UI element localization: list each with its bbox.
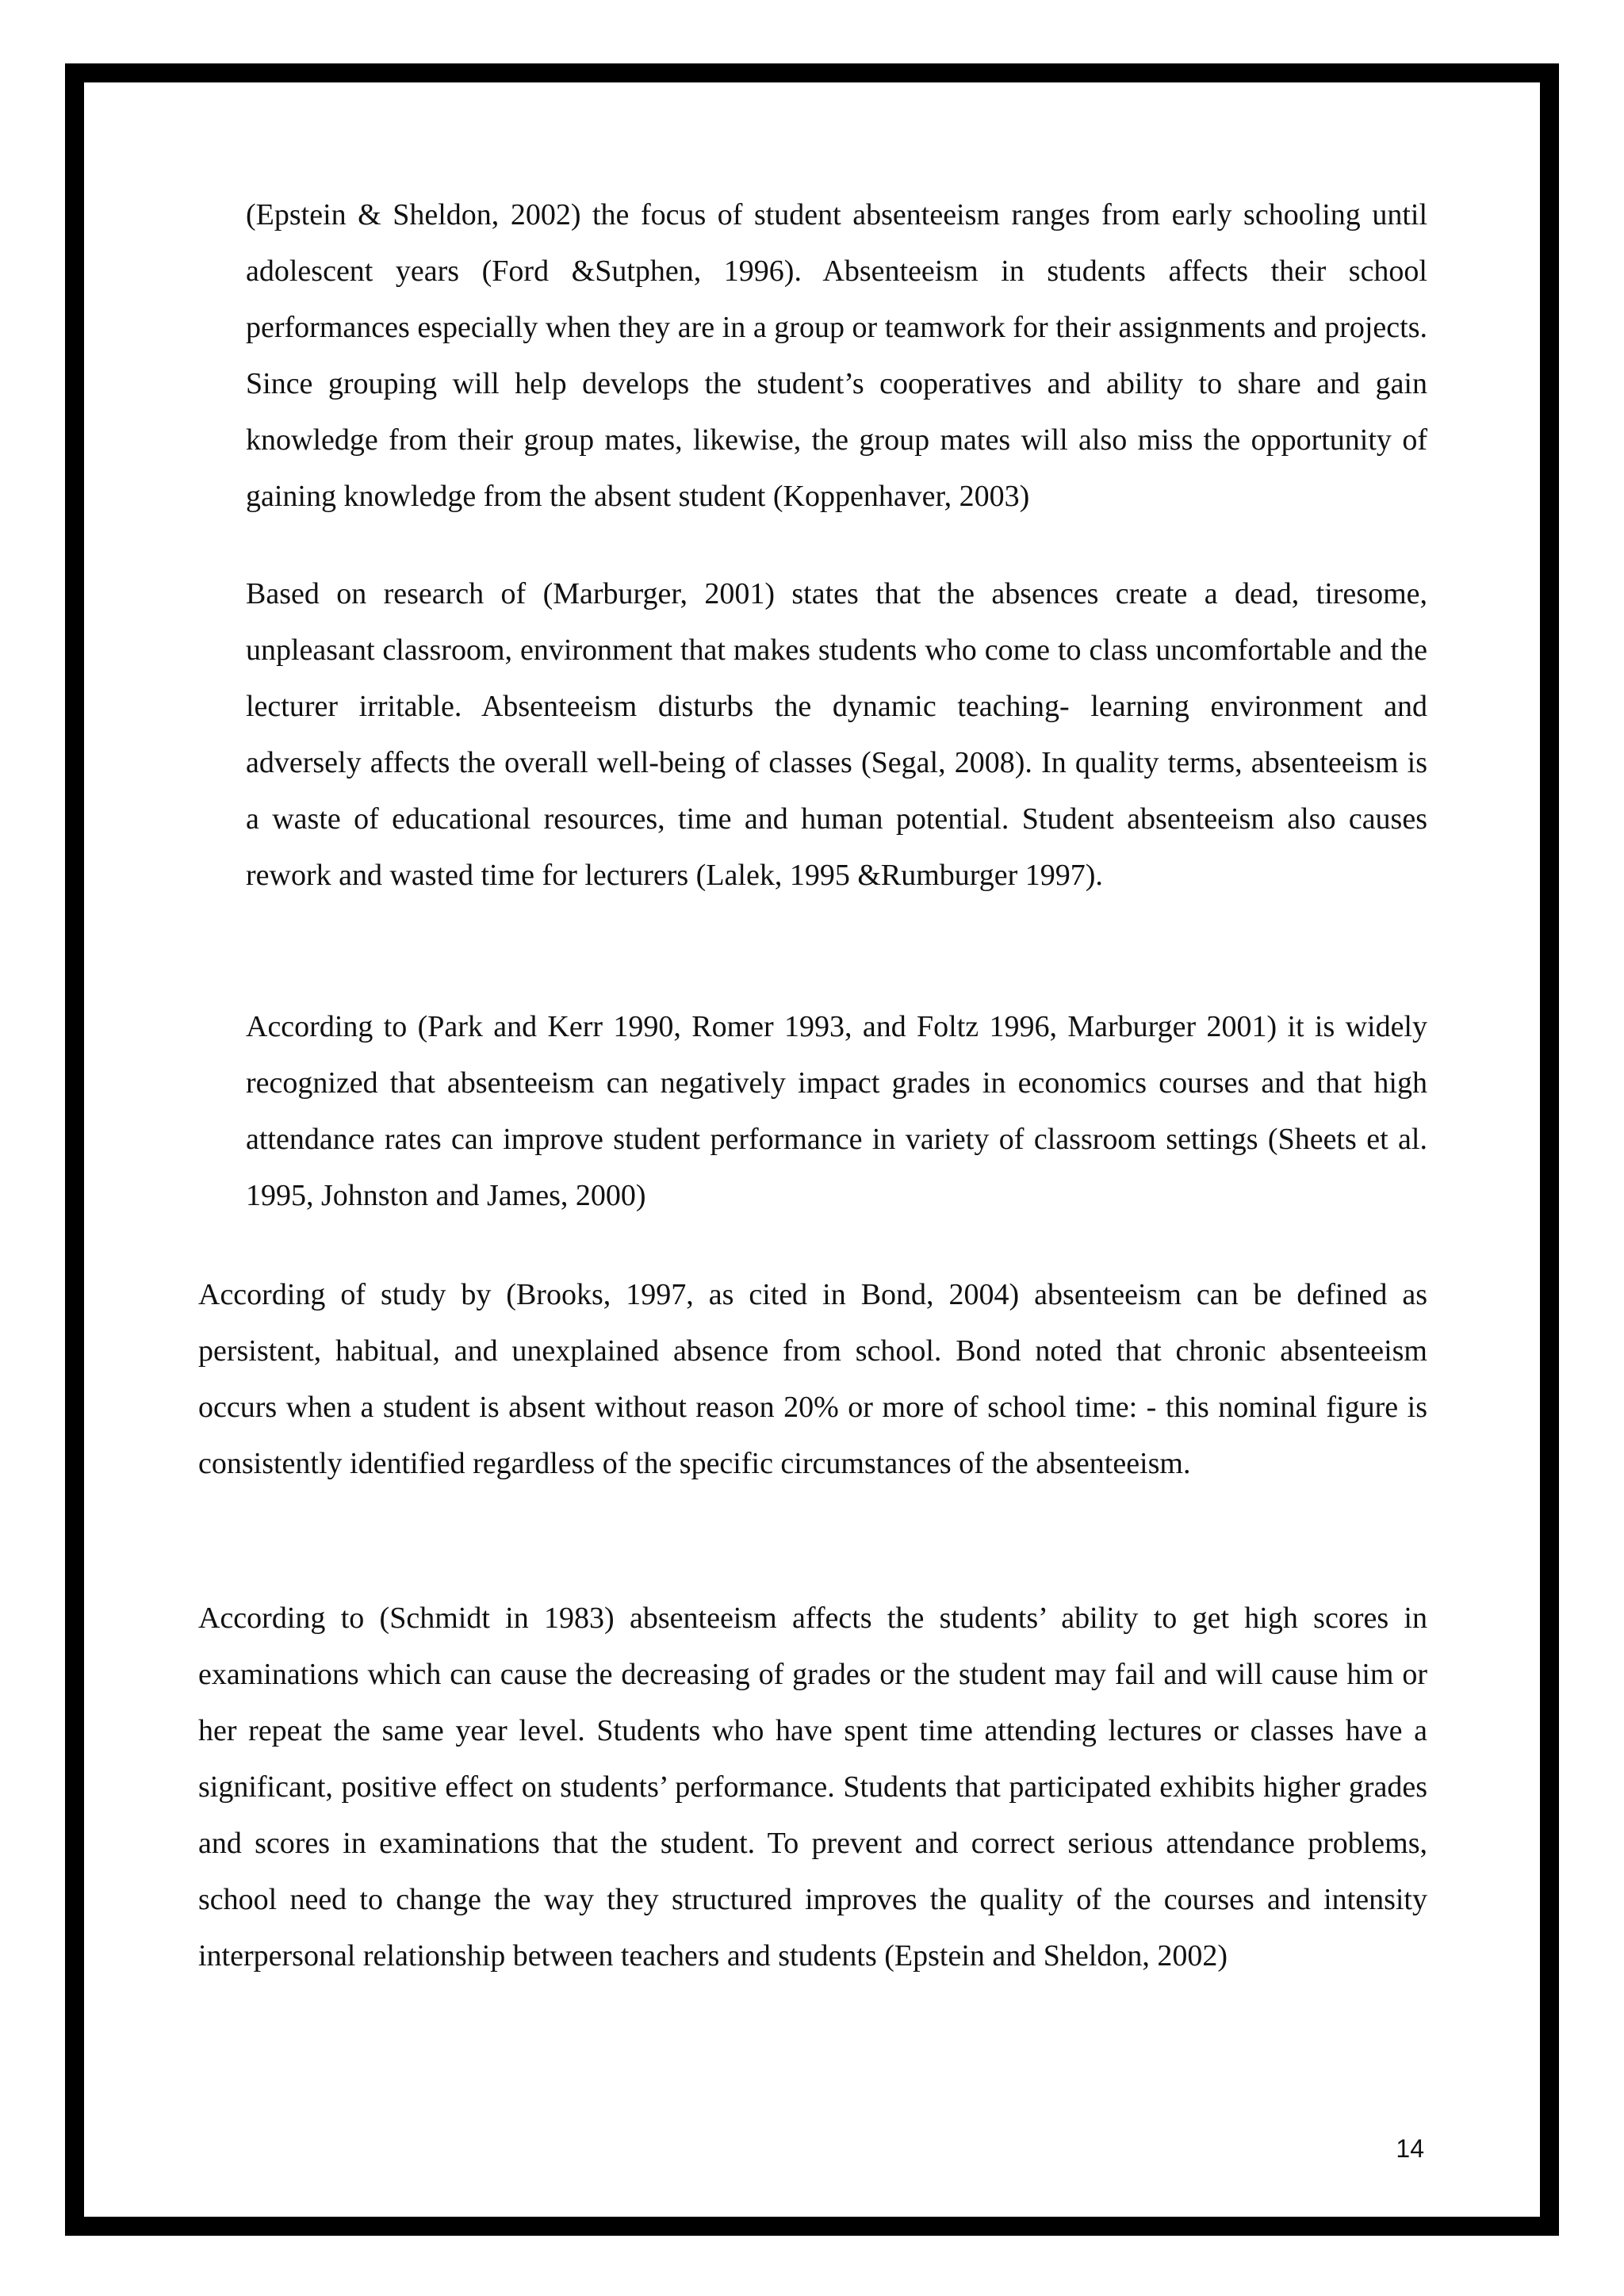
paragraph-1: (Epstein & Sheldon, 2002) the focus of student absenteeism ranges from early schooling until adolescent years (Ford &Sutphen, 1996). Absenteeism in students affects their school performances especially when they are in a group or teamwork for their assignments and projects. Since grouping will help develops the student’s cooperatives and ability to share and gain knowledge from their group mates, likewise, the group mates will also miss the opportunity of gaining knowledge from the absent student (Koppenhaver, 2003) (246, 198, 1427, 513)
paragraph-5: According to (Schmidt in 1983) absenteeism affects the students’ ability to get high scores in examinations which can cause the decreasing of grades or the student may fail and will cause him or her repeat the same year level. Students who have spent time attending lectures or classes have a significant, positive effect on students’ performance. Students that participated exhibits higher grades and scores in examinations that the student. To prevent and correct serious attendance problems, school need to change the way they structured improves the quality of the courses and intensity interpersonal relationship between teachers and students (Epstein and Sheldon, 2002) (198, 1601, 1427, 1973)
paragraph-2: Based on research of (Marburger, 2001) states that the absences create a dead, tiresome, unpleasant classroom, environment that makes students who come to class uncomfortable and the lecturer irritable. Absenteeism disturbs the dynamic teaching- learning environment and adversely affects the overall well-being of classes (Segal, 2008). In quality terms, absenteeism is a waste of educational resources, time and human potential. Student absenteeism also causes rework and wasted time for lecturers (Lalek, 1995 &Rumburger 1997). (246, 577, 1427, 892)
page-number: 14 (1396, 2134, 1424, 2163)
paragraph-4: According of study by (Brooks, 1997, as cited in Bond, 2004) absenteeism can be defined as persistent, habitual, and unexplained absence from school. Bond noted that chronic absenteeism occurs when a student is absent without reason 20% or more of school time: - this nominal figure is consistently identified regardless of the specific circumstances of the absenteeism. (198, 1278, 1427, 1480)
paragraph-3: According to (Park and Kerr 1990, Romer 1993, and Foltz 1996, Marburger 2001) it is widely recognized that absenteeism can negatively impact grades in economics courses and that high attendance rates can improve student performance in variety of classroom settings (Sheets et al. 1995, Johnston and James, 2000) (246, 1010, 1427, 1212)
